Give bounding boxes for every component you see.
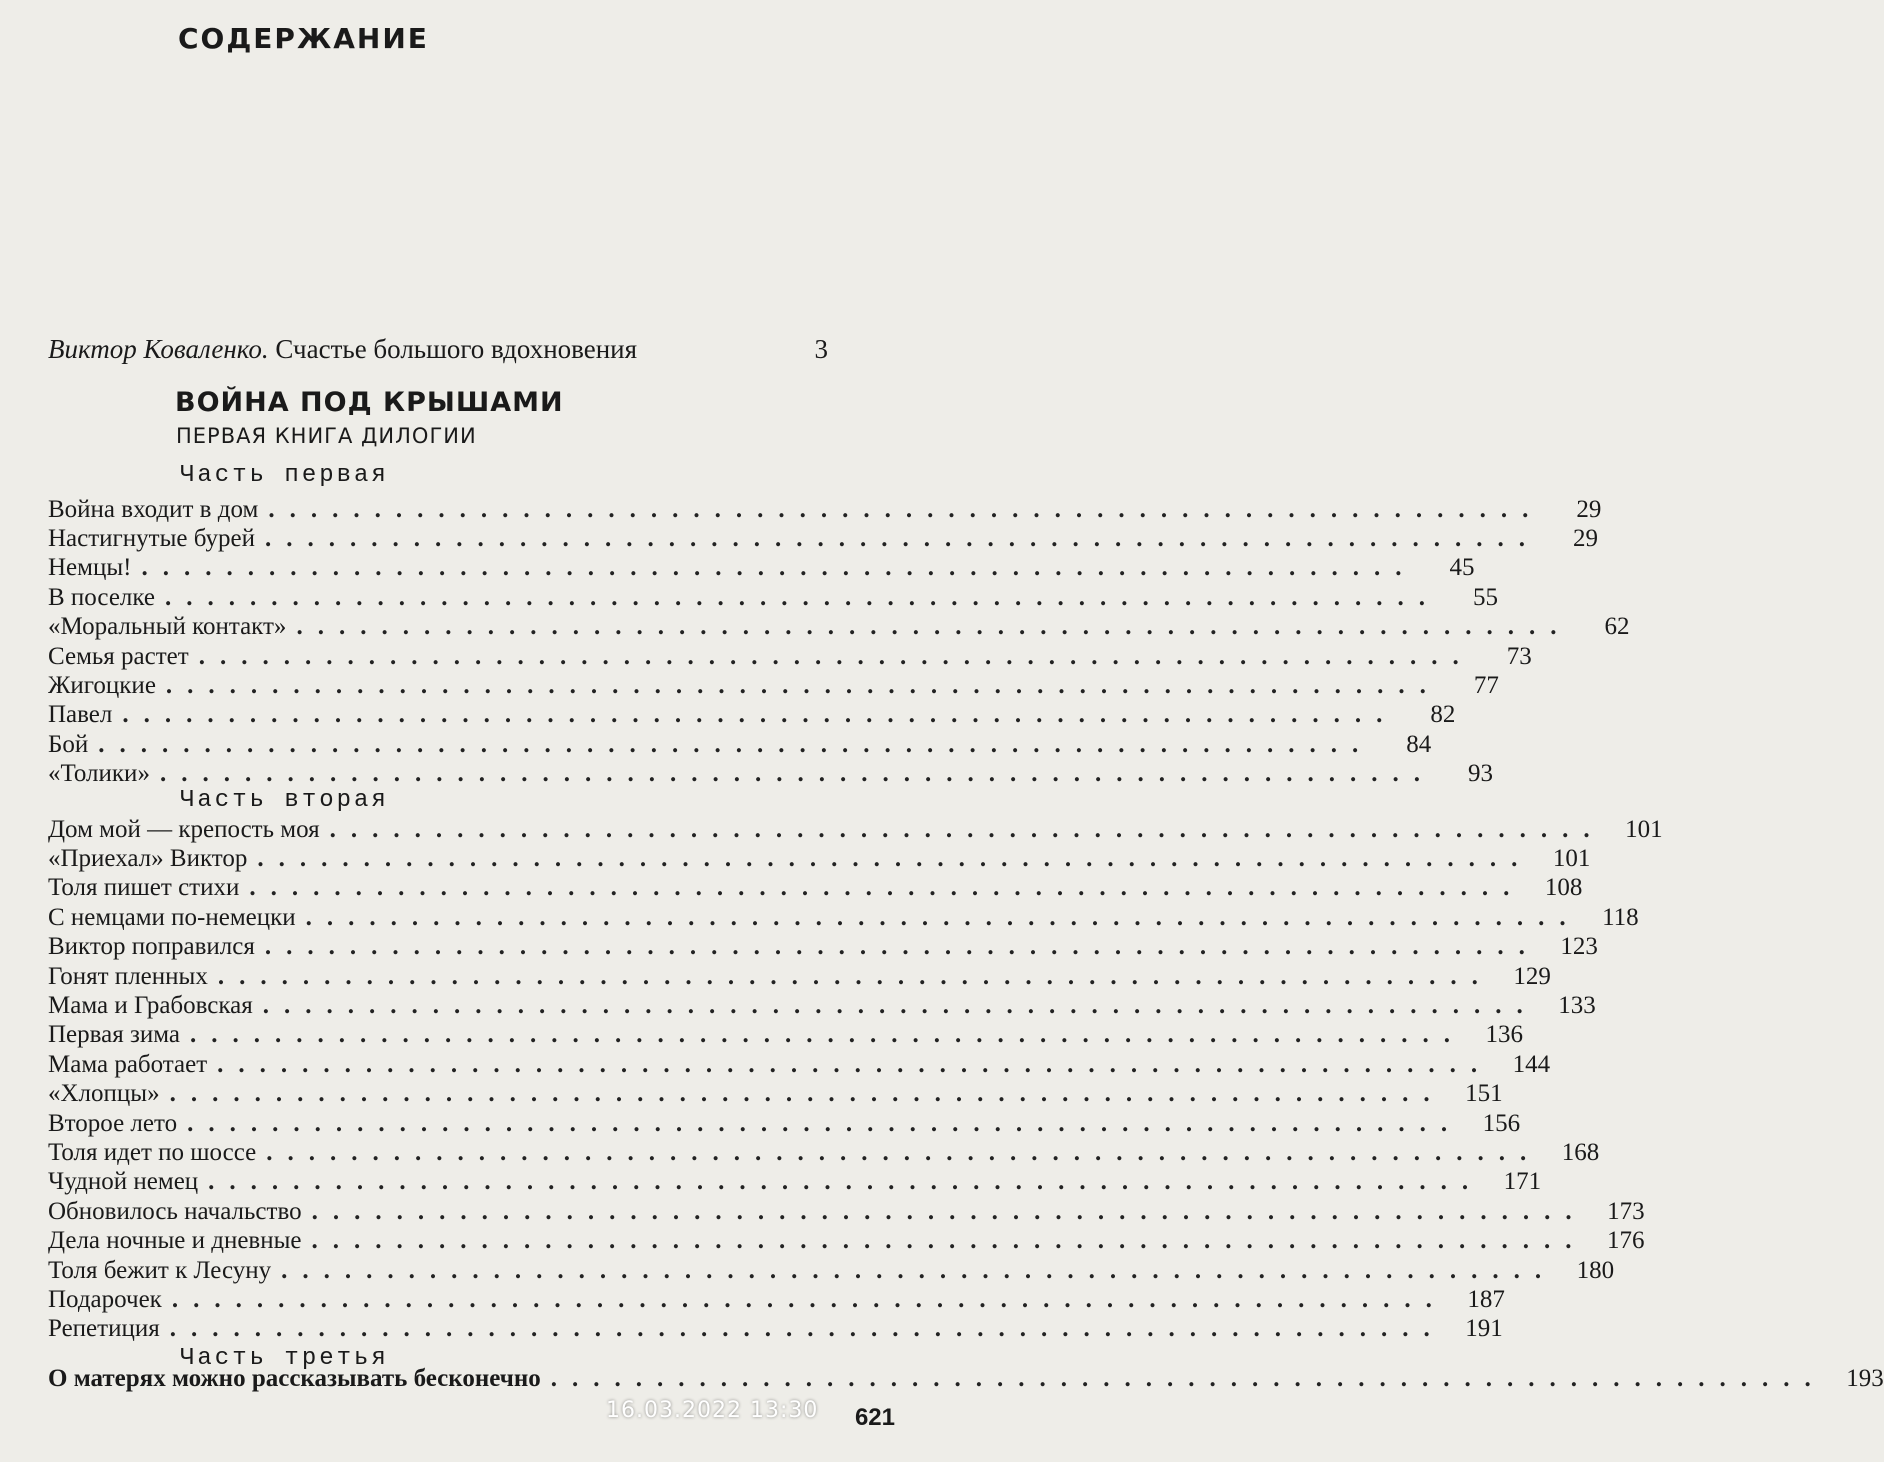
toc-entry <box>48 642 1532 671</box>
toc-entry <box>48 991 1596 1020</box>
toc-entry <box>48 1021 1523 1050</box>
photo-timestamp: 16.03.2022 13:30 <box>606 1398 819 1423</box>
toc-entry-page: 129 <box>1513 962 1551 990</box>
toc-entry <box>48 1226 1645 1255</box>
toc-entry-title: «Хлопцы» <box>48 1080 160 1108</box>
toc-entry <box>48 1080 1503 1109</box>
dot-leader: ............................................................ <box>257 845 1533 873</box>
dot-leader: ............................................................ <box>268 495 1544 523</box>
dot-leader: ............................................................ <box>265 525 1540 553</box>
toc-entry-page: 118 <box>1602 903 1639 931</box>
toc-entry-page: 176 <box>1607 1227 1645 1255</box>
toc-entry <box>48 583 1499 612</box>
toc-entry-title: Подарочек <box>48 1285 162 1313</box>
dot-leader: ............................................................ <box>281 1256 1557 1284</box>
part-3-entries <box>48 1364 1884 1393</box>
toc-entry-page: 171 <box>1503 1168 1542 1196</box>
toc-entry <box>48 524 1598 553</box>
dot-leader: ............................................................ <box>165 672 1441 700</box>
toc-entry <box>48 1315 1503 1344</box>
toc-entry-page: 156 <box>1482 1109 1521 1137</box>
dot-leader: ............................................................ <box>98 730 1374 758</box>
toc-entry-page: 73 <box>1506 642 1532 670</box>
toc-entry-page: 187 <box>1467 1285 1505 1313</box>
toc-entry-title: Мама работает <box>48 1050 208 1078</box>
toc-entry <box>48 554 1475 583</box>
toc-entry-title: Дела ночные и дневные <box>48 1227 302 1255</box>
toc-entry-page: 180 <box>1576 1256 1615 1284</box>
part-heading: Часть вторая <box>180 787 389 814</box>
book-subtitle: ПЕРВАЯ КНИГА ДИЛОГИИ <box>176 424 477 448</box>
dot-leader: ............................................................ <box>264 933 1540 961</box>
toc-entry-title: Бой <box>48 730 89 758</box>
book-title: ВОЙНА ПОД КРЫШАМИ <box>175 387 564 418</box>
toc-entry <box>48 874 1583 903</box>
intro-title: Счастье большого вдохновения <box>275 334 638 364</box>
toc-entry-page: 77 <box>1473 672 1499 700</box>
toc-entry <box>48 815 1663 844</box>
toc-entry-title: С немцами по-немецки <box>48 903 296 931</box>
toc-entry-title: В поселке <box>48 583 156 611</box>
intro-entry <box>48 334 828 365</box>
dot-leader: ............................................................ <box>198 642 1474 670</box>
dot-leader: ............................................................ <box>296 613 1572 641</box>
toc-entry <box>48 1050 1551 1079</box>
dot-leader: ............................................................ <box>189 1021 1465 1049</box>
dot-leader: ............................................................ <box>171 1285 1447 1313</box>
dot-leader: ............................................................ <box>122 701 1398 729</box>
toc-entry-title: «Толики» <box>48 760 150 788</box>
dot-leader: ............................................................ <box>329 815 1605 843</box>
toc-entry-page: 136 <box>1485 1021 1523 1049</box>
toc-entry-title: Виктор поправился <box>48 933 255 961</box>
toc-entry-page: 101 <box>1552 845 1591 873</box>
toc-entry-title: «Приехал» Виктор <box>48 845 248 873</box>
toc-entry <box>48 903 1639 932</box>
dot-leader: ............................................................ <box>262 992 1538 1020</box>
dot-leader: ............................................................ <box>165 583 1441 611</box>
dot-leader: ............................................................ <box>311 1227 1587 1255</box>
intro-page: 3 <box>814 334 828 364</box>
toc-entry-page: 168 <box>1561 1138 1600 1166</box>
dot-leader: ............................................................ <box>550 1364 1826 1392</box>
dot-leader: ............................................................ <box>208 1168 1484 1196</box>
toc-entry <box>48 1256 1615 1285</box>
toc-entry <box>48 671 1499 700</box>
toc-entry-title: «Моральный контакт» <box>48 613 287 641</box>
toc-entry-title: Обновилось начальство <box>48 1197 302 1225</box>
intro-title-group <box>48 334 637 365</box>
toc-entry-page: 45 <box>1449 554 1475 582</box>
toc-entry <box>48 1197 1645 1226</box>
toc-entry-title: Мама и Грабовская <box>48 992 253 1020</box>
toc-entry-title: Репетиция <box>48 1315 160 1343</box>
part-1-entries <box>48 495 1630 789</box>
toc-entry-page: 101 <box>1625 815 1663 843</box>
toc-entry <box>48 613 1630 642</box>
part-2-entries <box>48 815 1663 1344</box>
toc-entry-title: Немцы! <box>48 554 132 582</box>
toc-entry <box>48 933 1598 962</box>
toc-entry-title: Толя пишет стихи <box>48 874 240 902</box>
dot-leader: ............................................................ <box>311 1197 1587 1225</box>
toc-entry-title: Толя бежит к Лесуну <box>48 1256 272 1284</box>
toc-entry-page: 144 <box>1512 1050 1551 1078</box>
toc-entry-title: Павел <box>48 701 113 729</box>
dot-leader: ............................................................ <box>141 554 1417 582</box>
toc-entry-page: 151 <box>1465 1080 1503 1108</box>
toc-entry-page: 108 <box>1544 874 1583 902</box>
dot-leader: ............................................................ <box>217 1050 1493 1078</box>
toc-entry <box>48 962 1551 991</box>
toc-entry <box>48 730 1432 759</box>
toc-entry <box>48 844 1591 873</box>
toc-entry-page: 173 <box>1607 1197 1645 1225</box>
toc-entry-title: Чудной немец <box>48 1168 199 1196</box>
toc-entry <box>48 1138 1600 1167</box>
dot-leader: ............................................................ <box>187 1109 1463 1137</box>
toc-entry-page: 55 <box>1473 583 1499 611</box>
toc-entry-title: О матерях можно рассказывать бесконечно <box>48 1364 541 1392</box>
toc-entry-page: 29 <box>1576 495 1602 523</box>
dot-leader: ............................................................ <box>249 874 1525 902</box>
toc-entry-page: 93 <box>1467 760 1493 788</box>
toc-entry <box>48 495 1602 524</box>
toc-entry-title: Первая зима <box>48 1021 180 1049</box>
part-heading: Часть третья <box>180 1345 389 1372</box>
toc-entry-title: Семья растет <box>48 642 189 670</box>
toc-entry-page: 29 <box>1573 525 1598 553</box>
dot-leader: ............................................................ <box>217 962 1493 990</box>
dot-leader: ............................................................ <box>169 1080 1445 1108</box>
dot-leader: ............................................................ <box>266 1138 1542 1166</box>
dot-leader: ............................................................ <box>169 1315 1445 1343</box>
toc-entry-page: 82 <box>1430 701 1456 729</box>
toc-entry-page: 193 <box>1846 1364 1884 1392</box>
toc-entry <box>48 701 1456 730</box>
toc-entry-title: Настигнутые бурей <box>48 525 255 553</box>
toc-entry-page: 62 <box>1604 613 1630 641</box>
toc-entry <box>48 1109 1521 1138</box>
contents-heading: СОДЕРЖАНИЕ <box>178 22 429 55</box>
toc-entry <box>48 1364 1884 1393</box>
toc-entry-page: 133 <box>1558 992 1596 1020</box>
toc-entry-title: Толя идет по шоссе <box>48 1138 257 1166</box>
toc-entry <box>48 1285 1505 1314</box>
part-heading: Часть первая <box>180 462 389 489</box>
dot-leader: ............................................................ <box>159 760 1435 788</box>
toc-entry-title: Война входит в дом <box>48 495 259 523</box>
toc-entry-title: Жигоцкие <box>48 672 156 700</box>
toc-entry <box>48 760 1493 789</box>
page-number: 621 <box>854 1404 895 1431</box>
toc-entry <box>48 1168 1542 1197</box>
dot-leader: ............................................................ <box>305 903 1581 931</box>
toc-entry-page: 191 <box>1465 1315 1503 1343</box>
toc-entry-title: Второе лето <box>48 1109 178 1137</box>
toc-entry-page: 123 <box>1560 933 1598 961</box>
intro-author: Виктор Коваленко. <box>48 334 269 364</box>
toc-entry-title: Дом мой — крепость моя <box>48 815 320 843</box>
toc-entry-title: Гонят пленных <box>48 962 208 990</box>
toc-entry-page: 84 <box>1406 730 1432 758</box>
